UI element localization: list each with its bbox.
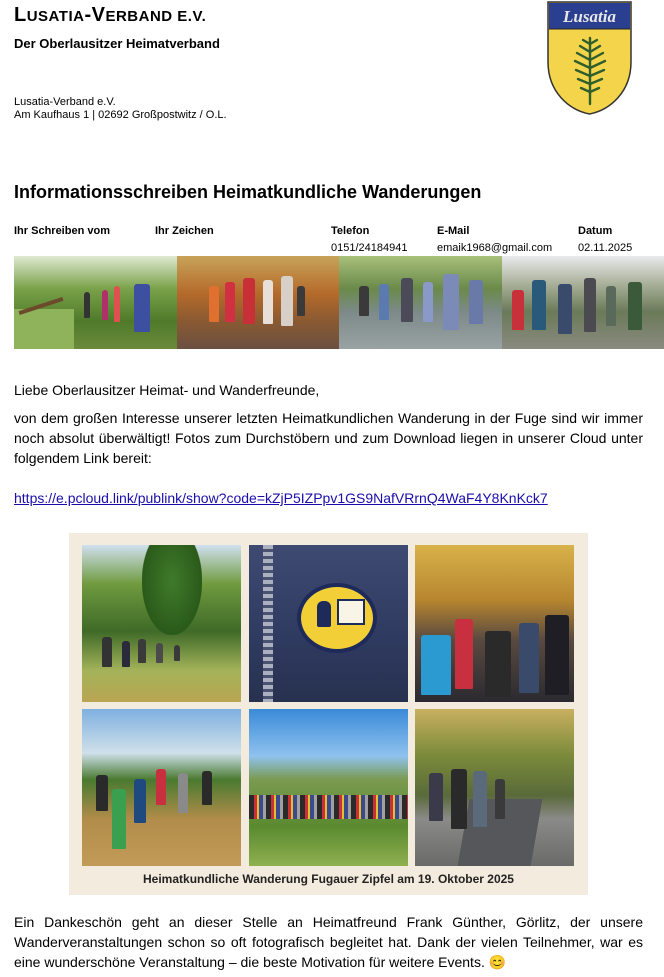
collage-photo-crowd-autumn	[415, 545, 574, 702]
crest-text: Lusatia	[563, 7, 616, 26]
lusatia-crest-logo	[546, 0, 633, 116]
organization-subtitle: Der Oberlausitzer Heimatverband	[14, 36, 220, 51]
address-line-1: Lusatia-Verband e.V.	[14, 96, 116, 108]
strip-photo-3	[339, 256, 502, 349]
date-label: Datum	[578, 225, 613, 237]
phone-value: 0151/24184941	[331, 242, 408, 254]
paragraph-intro: von dem großen Interesse unserer letzten Heimatkundlichen Wanderung in der Fuge sind wir immer noch absolut überwältigt! Fotos zum Durchstöbern und zum Download liegen in unserer Cloud unter folgendem Link bereit:	[14, 410, 643, 466]
collage-photo-badge	[249, 545, 408, 702]
date-value: 02.11.2025	[578, 242, 633, 254]
cloud-photo-link[interactable]: https://e.pcloud.link/publink/show?code=kZjP5IZPpv1GS9NafVRrnQ4WaF4Y8KnKck7	[14, 490, 548, 506]
phone-label: Telefon	[331, 225, 370, 237]
greeting: Liebe Oberlausitzer Heimat- und Wanderfreunde,	[14, 382, 320, 398]
address-line-2: Am Kaufhaus 1 | 02692 Großpostwitz / O.L.	[14, 109, 227, 121]
collage-caption: Heimatkundliche Wanderung Fugauer Zipfel am 19. Oktober 2025	[143, 872, 514, 886]
organization-name: LUSATIA-VERBAND E.V.	[14, 4, 207, 26]
header-photo-strip	[14, 256, 664, 349]
email-label: E-Mail	[437, 225, 470, 237]
strip-photo-4	[502, 256, 664, 349]
strip-photo-1	[14, 256, 177, 349]
strip-photo-2	[177, 256, 340, 349]
collage-photo-forest-walk	[82, 545, 241, 702]
document-title: Informationsschreiben Heimatkundliche Wanderungen	[14, 182, 482, 202]
your-reference-label: Ihr Zeichen	[155, 225, 214, 237]
paragraph-thanks: Ein Dankeschön geht an dieser Stelle an Heimatfreund Frank Günther, Görlitz, der unsere Wanderveranstaltungen schon so oft fotografisch begleitet hat. Dank der vielen Teilnehmer, war es eine wunderschöne Veranstaltung – die beste Motivation für weitere Events. 😊	[14, 914, 643, 970]
photo-collage	[69, 533, 588, 895]
collage-photo-meadow-group	[82, 709, 241, 866]
collage-photo-field-group	[249, 709, 408, 866]
sender-address	[14, 96, 227, 122]
email-value: emaik1968@gmail.com	[437, 242, 553, 254]
collage-photo-road-walk	[415, 709, 574, 866]
your-letter-label: Ihr Schreiben vom	[14, 225, 110, 237]
